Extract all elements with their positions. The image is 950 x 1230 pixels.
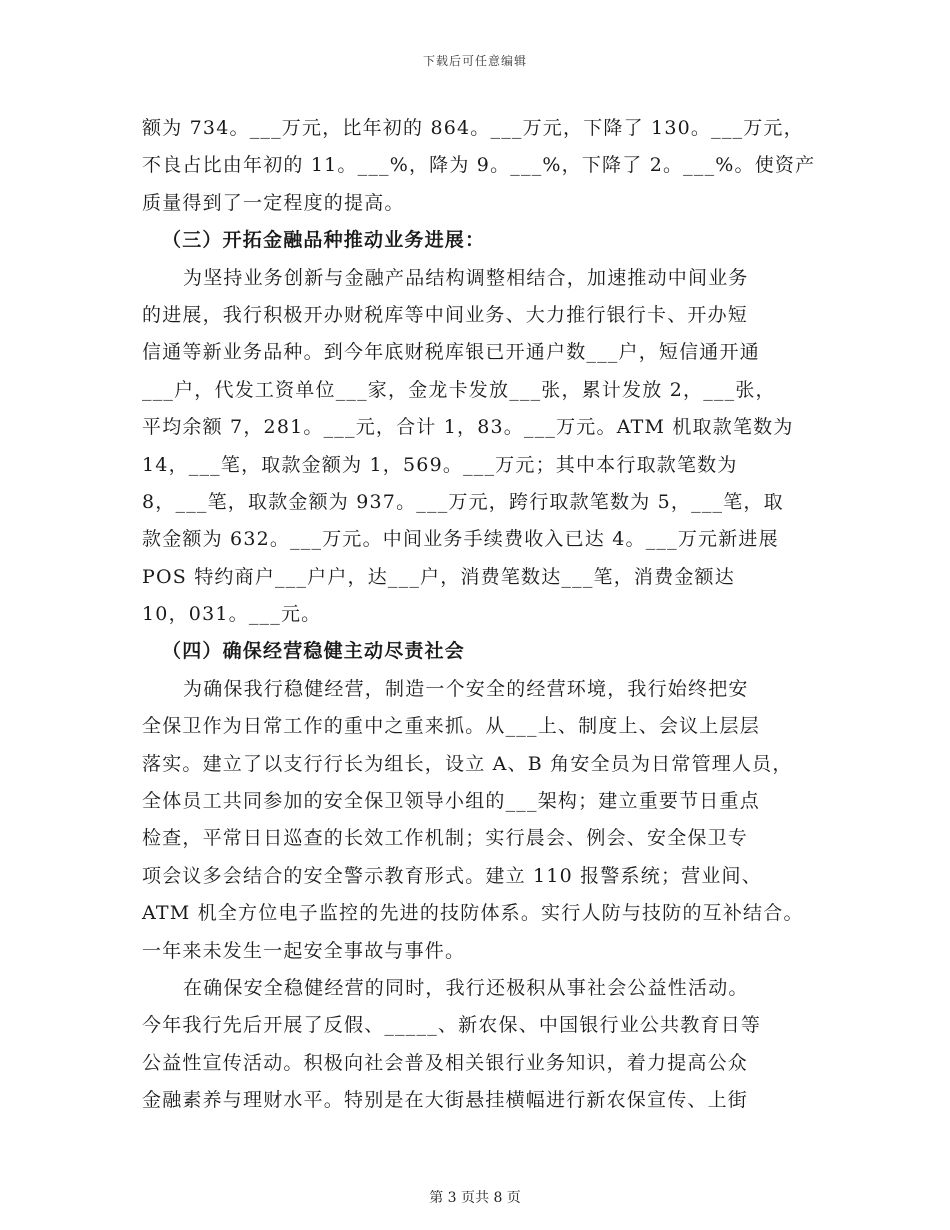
text-line: 平均余额 7，281。___元，合计 1，83。___万元。ATM 机取款笔数为 [142, 416, 794, 439]
text-line: POS 特约商户___户户，达___户，消费笔数达___笔，消费金额达 [142, 565, 735, 588]
section-heading-3: （三）开拓金融品种推动业务进展： [162, 229, 486, 252]
text-line: 金融素养与理财水平。特别是在大街悬挂横幅进行新农保宣传、上街 [142, 1089, 749, 1112]
text-line: 项会议多会结合的安全警示教育形式。建立 110 报警系统；营业间、 [142, 864, 762, 887]
paragraph-start: 为坚持业务创新与金融产品结构调整相结合，加速推动中间业务 [183, 266, 749, 289]
text-line: 全体员工共同参加的安全保卫领导小组的___架构；建立重要节日重点 [142, 790, 760, 813]
paragraph-start: 为确保我行稳健经营，制造一个安全的经营环境，我行始终把安 [183, 677, 749, 700]
text-line: 10，031。___元。 [142, 603, 322, 626]
text-line: 款金额为 632。___万元。中间业务手续费收入已达 4。___万元新进展 [142, 528, 779, 551]
text-line: 检查，平常日日巡查的长效工作机制；实行晨会、例会、安全保卫专 [142, 827, 749, 850]
text-line: ATM 机全方位电子监控的先进的技防体系。实行人防与技防的互补结合。 [142, 902, 804, 925]
text-line: 一年来未发生一起安全事故与事件。 [142, 939, 466, 962]
text-line: 额为 734。___万元，比年初的 864。___万元，下降了 130。___万元， [142, 117, 804, 139]
text-line: 信通等新业务品种。到今年底财税库银已开通户数___户，短信通开通 [142, 341, 760, 364]
text-line: ___户，代发工资单位___家，金龙卡发放___张，累计发放 2，___张， [142, 378, 776, 401]
page-footer: 第 3 页共 8 页 [429, 1190, 521, 1206]
text-line: 8，___笔，取款金额为 937。___万元，跨行取款笔数为 5，___笔，取 [142, 490, 784, 513]
text-line: 质量得到了一定程度的提高。 [142, 191, 405, 214]
text-line: 的进展，我行积极开办财税库等中间业务、大力推行银行卡、开办短 [142, 303, 749, 326]
text-line: 落实。建立了以支行行长为组长，设立 A、B 角安全员为日常管理人员， [142, 752, 793, 775]
text-line: 不良占比由年初的 11。___%，降为 9。___%，下降了 2。___%。使资产 [142, 154, 816, 177]
section-heading-4: （四）确保经营稳健主动尽责社会 [162, 640, 466, 663]
text-line: 公益性宣传活动。积极向社会普及相关银行业务知识，着力提高公众 [142, 1051, 749, 1074]
page-header: 下载后可任意编辑 [422, 54, 527, 68]
text-line: 今年我行先后开展了反假、_____、新农保、中国银行业公共教育日等 [142, 1014, 762, 1037]
paragraph-start: 在确保安全稳健经营的同时，我行还极积从事社会公益性活动。 [183, 976, 749, 999]
text-line: 14，___笔，取款金额为 1，569。___万元；其中本行取款笔数为 [142, 453, 738, 476]
text-line: 全保卫作为日常工作的重中之重来抓。从___上、制度上、会议上层层 [142, 715, 760, 738]
document-body [142, 110, 827, 1120]
